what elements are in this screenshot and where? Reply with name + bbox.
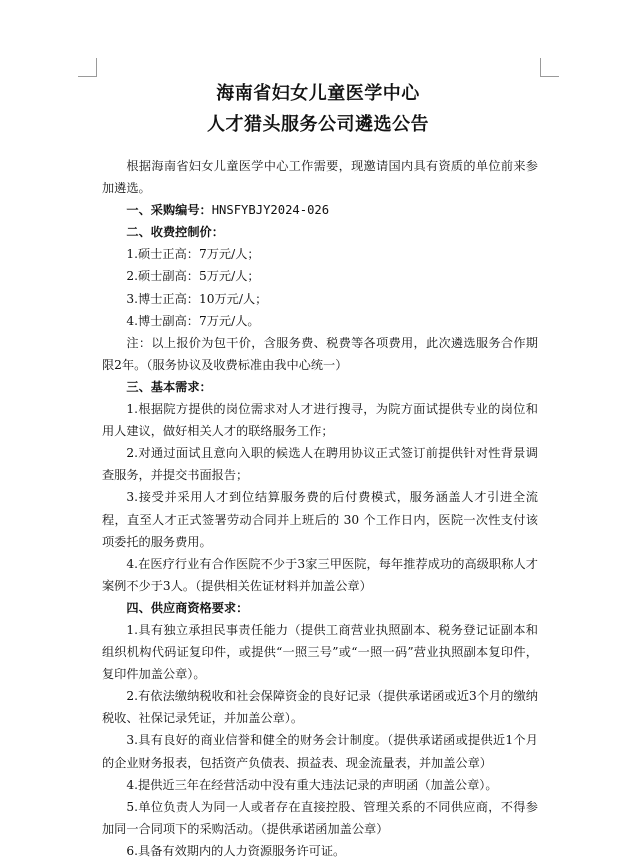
- requirement-item: 1.根据院方提供的岗位需求对人才进行搜寻，为院方面试提供专业的岗位和用人建议，做好相关人才的联络服务工作；: [102, 402, 538, 439]
- qualifications-heading: 四、供应商资格要求：: [126, 600, 249, 615]
- document-title-line2: 人才猎头服务公司遴选公告: [207, 114, 429, 135]
- qualification-item: 3.具有良好的商业信誉和健全的财务会计制度。（提供承诺函或提供近1个月的企业财务报表，包括资产负债表、损益表、现金流量表，并加盖公章）: [102, 733, 538, 770]
- requirement-item: 2.对通过面试且意向入职的候选人在聘用协议正式签订前提供针对性背景调查服务，并提交书面报告；: [102, 446, 538, 483]
- requirement-item: 4.在医疗行业有合作医院不少于3家三甲医院，每年推荐成功的高级职称人才案例不少于3人。（提供相关佐证材料并加盖公章）: [102, 556, 538, 593]
- qualification-item: 2.有依法缴纳税收和社会保障资金的良好记录（提供承诺函或近3个月的缴纳税收、社保记录凭证，并加盖公章）。: [102, 689, 538, 726]
- fee-item: 4.博士副高：7万元/人。: [126, 313, 260, 328]
- fee-heading: 二、收费控制价：: [126, 225, 224, 240]
- crop-mark-top-left: [78, 58, 97, 77]
- procurement-heading: 一、采购编号：: [126, 203, 212, 218]
- qualification-item: 6.具备有效期内的人力资源服务许可证。: [126, 843, 346, 858]
- fee-item: 3.博士正高：10万元/人；: [126, 291, 268, 306]
- fee-item: 2.硕士副高：5万元/人；: [126, 269, 260, 284]
- intro-paragraph: 根据海南省妇女儿童医学中心工作需要，现邀请国内具有资质的单位前来参加遴选。: [102, 159, 538, 196]
- procurement-line: [102, 199, 538, 221]
- procurement-number: HNSFYBJY2024-026: [211, 203, 330, 218]
- qualification-item: 1.具有独立承担民事责任能力（提供工商营业执照副本、税务登记证副本和组织机构代码证复印件，或提供“一照三号”或“一照一码”营业执照副本复印件，复印件加盖公章）。: [102, 622, 538, 682]
- fee-item: 1.硕士正高：7万元/人；: [126, 247, 260, 262]
- document-body: [102, 155, 538, 862]
- crop-mark-top-right: [540, 58, 559, 77]
- requirements-heading: 三、基本需求：: [126, 379, 212, 394]
- qualification-item: 5.单位负责人为同一人或者存在直接控股、管理关系的不同供应商，不得参加同一合同项下的采购活动。（提供承诺函加盖公章）: [102, 799, 538, 836]
- fee-note: 注：以上报价为包干价，含服务费、税费等各项费用，此次遴选服务合作期限2年。（服务协议及收费标准由我中心统一）: [102, 335, 538, 372]
- document-title-line1: 海南省妇女儿童医学中心: [216, 83, 420, 104]
- qualification-item: 4.提供近三年在经营活动中没有重大违法记录的声明函（加盖公章）。: [126, 777, 498, 792]
- requirement-item: 3.接受并采用人才到位结算服务费的后付费模式，服务涵盖人才引进全流程，直至人才正式签署劳动合同并上班后的 30 个工作日内，医院一次性支付该项委托的服务费用。: [102, 490, 538, 549]
